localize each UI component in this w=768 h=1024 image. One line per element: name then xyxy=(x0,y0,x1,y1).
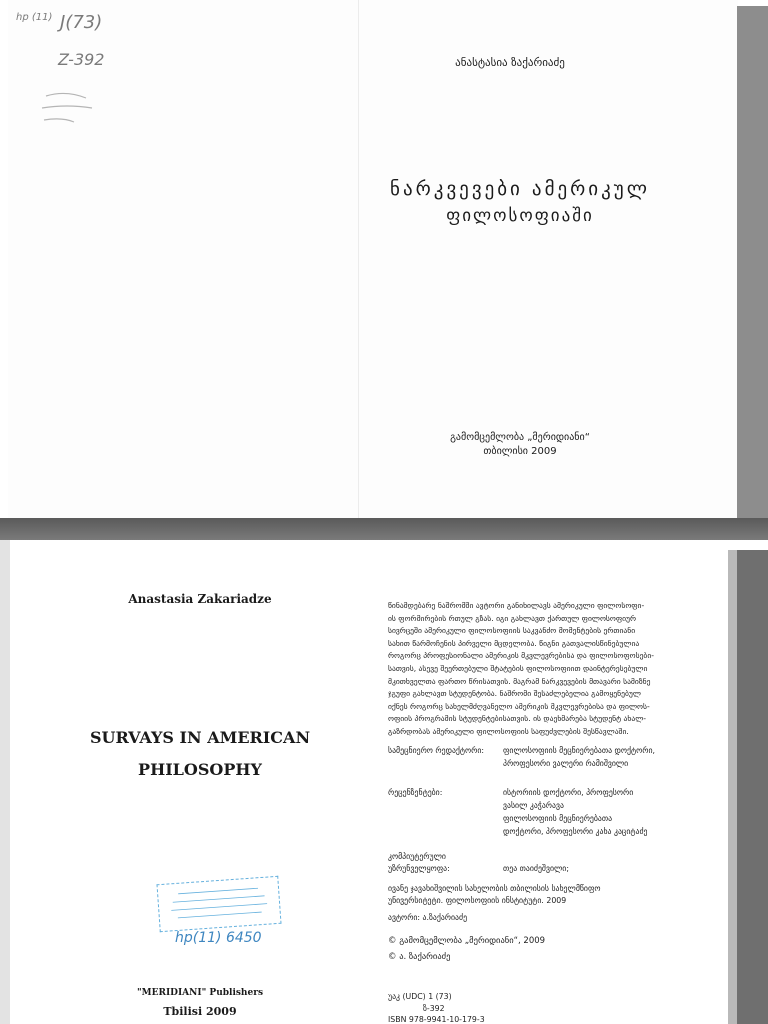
reviewer-line: ისტორიის დოქტორი, პროფესორი xyxy=(503,788,634,797)
title-page-spread xyxy=(8,0,738,519)
title-english-line2: PHILOSOPHY xyxy=(138,760,262,779)
pencil-note-shelfmark: hp (11) xyxy=(16,12,53,23)
blurb-line: იქნეს როგორც სახელმძღვანელო ამერიკის მკვლევრებისა და ფილოს- xyxy=(388,701,650,711)
copyright-publisher: © გამომცემლობა „მერიდიანი“, 2009 xyxy=(388,936,546,946)
reviewers-label: რეცენზენტები: xyxy=(388,788,443,797)
editor-label: სამეცნიერო რედაქტორი: xyxy=(388,746,484,755)
blurb-line: წინამდებარე ნაშრომში ავტორი განიხილავს ამერიკული ფილოსოფი- xyxy=(388,601,645,610)
blurb-line: სივრცეში ამერიკული ფილოსოფიის საკვანძო მომენტების ერთიანი xyxy=(388,626,636,636)
library-stamp xyxy=(156,876,281,932)
university-line1: ივანე ჯავახიშვილის სახელობის თბილისის სახელმწიფო xyxy=(388,884,601,893)
blurb-line: როგორც პროფესიონალი ამერიკის მკვლევრებისა და ფილოსოფოსები- xyxy=(388,651,655,661)
stamp-handwritten-number: hp(11) 6450 xyxy=(175,930,262,946)
blurb-line: მკითხველთა ფართო წრისათვის. მაგრამ ნარკვევების მთავარი სამიზნე xyxy=(388,676,651,686)
blurb-line: სათვის, ასევე შეერთებული შტატების ფილოსოფიით დაინტერესებული xyxy=(388,663,648,673)
title-georgian-line2: ფილოსოფიაში xyxy=(446,206,594,226)
title-english-line1: SURVAYS IN AMERICAN xyxy=(89,728,311,747)
publisher-english: "MERIDIANI" Publishers xyxy=(136,988,264,998)
scan-edge-left xyxy=(0,540,10,1024)
faded-stamp-scribble xyxy=(38,86,108,136)
scan-edge-bottom xyxy=(0,518,768,540)
author-english: Anastasia Zakariadze xyxy=(128,592,272,606)
blurb-line: ის ფორმირების რთულ გზას. იგი გახლავთ ქართულ ფილოსოფიურ xyxy=(388,613,637,623)
scan-edge-right-bottom xyxy=(737,550,768,1024)
editor-line1: ფილოსოფიის მეცნიერებათა დოქტორი, xyxy=(503,746,656,755)
author-credit: ავტორი: ა.ზაქარიაძე xyxy=(388,913,468,922)
page-fold xyxy=(358,0,359,518)
blurb-paragraph xyxy=(388,600,706,739)
scan-edge-right xyxy=(737,6,768,540)
editor-line2: პროფესორი ვალერი რამიშვილი xyxy=(503,759,629,768)
blurb-line: ჯგუფი გახლავთ სტუდენტობა. ნაშრომი შესაძლებელია გამოყენებულ xyxy=(388,689,641,699)
isbn: ISBN 978-9941-10-179-3 xyxy=(388,1015,485,1024)
author-georgian: ანასტასია ზაქარიაძე xyxy=(455,56,565,69)
reviewer-line: დოქტორი, პროფესორი კახა კაციტაძე xyxy=(503,827,648,836)
z-code: ზ-392 xyxy=(423,1004,445,1013)
computer-label-line2: უზრუნველყოფა: xyxy=(388,864,450,873)
computer-value: თეა თაიძეშვილი; xyxy=(503,864,569,873)
copyright-author: © ა. ზაქარიაძე xyxy=(388,952,451,962)
university-line2: უნივერსიტეტი. ფილოსოფიის ინსტიტუტი. 2009 xyxy=(388,896,567,905)
computer-label-line1: კომპიუტერული xyxy=(388,852,446,861)
reviewer-line: ფილოსოფიის მეცნიერებათა xyxy=(503,814,613,823)
pencil-note-code: Z-392 xyxy=(58,50,105,69)
udc-code: უაკ (UDC) 1 (73) xyxy=(388,992,452,1001)
reviewer-line: ვასილ კაჭარავა xyxy=(503,801,564,810)
blurb-line: გაზრდობას ამერიკული ფილოსოფიის საფუძვლების შესწავლაში. xyxy=(388,726,629,736)
title-georgian-line1: ნარკვევები ამერიკულ xyxy=(390,178,650,200)
blurb-line: სახით წარმოჩენის პირველი მცდელობა. წიგნი გათვალისწინებულია xyxy=(388,638,640,648)
publisher-georgian: გამომცემლობა „მერიდიანი“ xyxy=(450,432,590,443)
city-year-georgian: თბილისი 2009 xyxy=(483,446,557,457)
blurb-line: ოფიის პროგრამის სტუდენტებისათვის. ის დაეხმარება სტუდენტ ახალ- xyxy=(388,714,647,724)
pencil-note-classification: J(73) xyxy=(60,12,103,33)
city-year-english: Tbilisi 2009 xyxy=(163,1005,237,1018)
